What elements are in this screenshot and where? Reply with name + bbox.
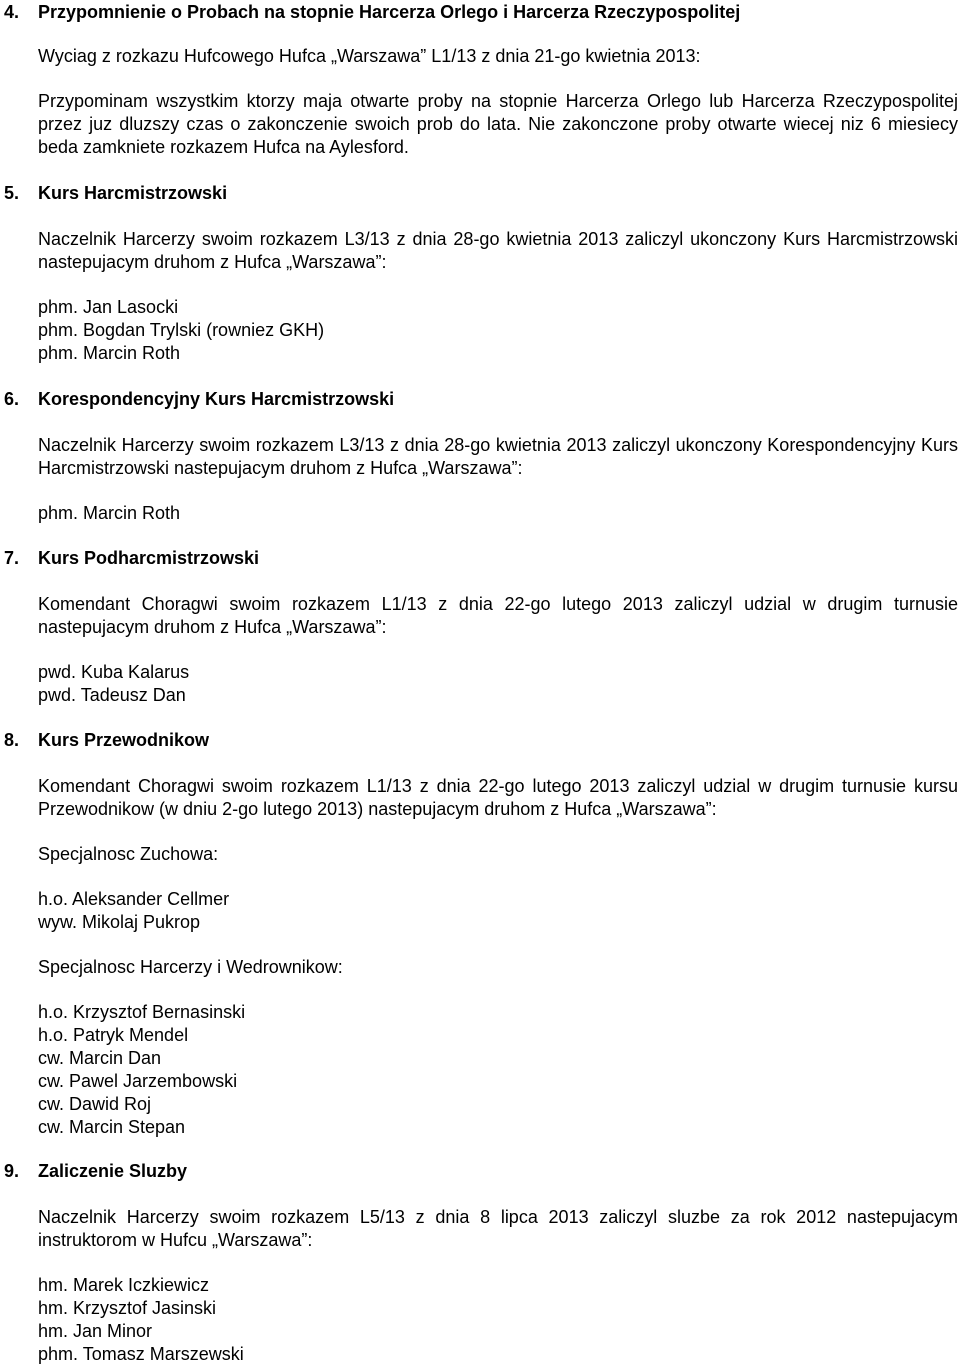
name-list [38, 1001, 960, 1139]
section-6 [0, 388, 960, 525]
section-heading [0, 1160, 960, 1182]
name-list [38, 888, 960, 934]
section-body: Naczelnik Harcerzy swoim rozkazem L3/13 z dnia 28-go kwietnia 2013 zaliczyl ukonczony Korespondencyjny Kurs Harcmistrzowski nastepujacym druhom z Hufca „Warszawa”: [38, 435, 958, 478]
section-heading [0, 182, 960, 204]
section-number: 9. [4, 1161, 20, 1181]
list-item: cw. Pawel Jarzembowski [38, 1071, 238, 1091]
section-number: 5. [4, 183, 20, 203]
section-heading [0, 1, 960, 23]
list-item: hm. Marek Iczkiewicz [38, 1275, 210, 1295]
section-heading [0, 729, 960, 751]
section-7 [0, 547, 960, 707]
section-9 [0, 1160, 960, 1366]
section-body: Przypominam wszystkim ktorzy maja otwarte proby na stopnie Harcerza Orlego lub Harcerza Rzeczypospolitej przez juz dluzszy czas o zakonczenie swoich prob do lata. Nie zakonczone proby otwarte wiecej niz 6 miesiecy beda zamkniete rozkazem Hufca na Aylesford. [38, 91, 958, 157]
section-title: Korespondencyjny Kurs Harcmistrzowski [38, 389, 395, 409]
section-4 [0, 1, 960, 159]
list-item: cw. Marcin Dan [38, 1048, 162, 1068]
list-item: pwd. Kuba Kalarus [38, 662, 190, 682]
list-item: hm. Jan Minor [38, 1321, 153, 1341]
section-title: Kurs Harcmistrzowski [38, 183, 228, 203]
section-intro: Wyciag z rozkazu Hufcowego Hufca „Warszawa” L1/13 z dnia 21-go kwietnia 2013: [38, 46, 701, 66]
name-list [38, 296, 960, 365]
name-list [38, 502, 960, 525]
section-title: Zaliczenie Sluzby [38, 1161, 188, 1181]
section-body: Komendant Choragwi swoim rozkazem L1/13 z dnia 22-go lutego 2013 zaliczyl udzial w drugim turnusie nastepujacym druhom z Hufca „Warszawa”: [38, 594, 958, 637]
section-number: 7. [4, 548, 20, 568]
section-body: Naczelnik Harcerzy swoim rozkazem L3/13 z dnia 28-go kwietnia 2013 zaliczyl ukonczony Kurs Harcmistrzowski nastepujacym druhom z Hufca „Warszawa”: [38, 229, 958, 272]
list-item: h.o. Aleksander Cellmer [38, 889, 230, 909]
section-title: Kurs Przewodnikow [38, 730, 210, 750]
list-item: hm. Krzysztof Jasinski [38, 1298, 217, 1318]
list-item: phm. Marcin Roth [38, 503, 181, 523]
section-5 [0, 182, 960, 365]
list-item: phm. Bogdan Trylski (rowniez GKH) [38, 320, 325, 340]
section-title: Przypomnienie o Probach na stopnie Harcerza Orlego i Harcerza Rzeczypospolitej [38, 2, 741, 22]
list-item: cw. Dawid Roj [38, 1094, 152, 1114]
group-label: Specjalnosc Harcerzy i Wedrownikow: [38, 957, 343, 977]
name-list [38, 661, 960, 707]
section-8 [0, 729, 960, 1139]
group-label: Specjalnosc Zuchowa: [38, 844, 219, 864]
list-item: pwd. Tadeusz Dan [38, 685, 186, 705]
list-item: phm. Marcin Roth [38, 343, 181, 363]
section-number: 6. [4, 389, 20, 409]
section-body: Komendant Choragwi swoim rozkazem L1/13 z dnia 22-go lutego 2013 zaliczyl udzial w drugim turnusie kursu Przewodnikow (w dniu 2-go lutego 2013) nastepujacym druhom z Hufca „Warszawa”: [38, 776, 958, 819]
section-heading [0, 388, 960, 410]
list-item: phm. Tomasz Marszewski [38, 1344, 244, 1364]
list-item: h.o. Patryk Mendel [38, 1025, 189, 1045]
list-item: wyw. Mikolaj Pukrop [38, 912, 201, 932]
section-heading [0, 547, 960, 569]
section-title: Kurs Podharcmistrzowski [38, 548, 260, 568]
list-item: cw. Marcin Stepan [38, 1117, 186, 1137]
section-number: 8. [4, 730, 20, 750]
list-item: phm. Jan Lasocki [38, 297, 179, 317]
name-list [38, 1274, 960, 1366]
section-number: 4. [4, 2, 20, 22]
section-body: Naczelnik Harcerzy swoim rozkazem L5/13 z dnia 8 lipca 2013 zaliczyl sluzbe za rok 2012 nastepujacym instruktorom w Hufcu „Warszawa”: [38, 1207, 958, 1250]
list-item: h.o. Krzysztof Bernasinski [38, 1002, 246, 1022]
